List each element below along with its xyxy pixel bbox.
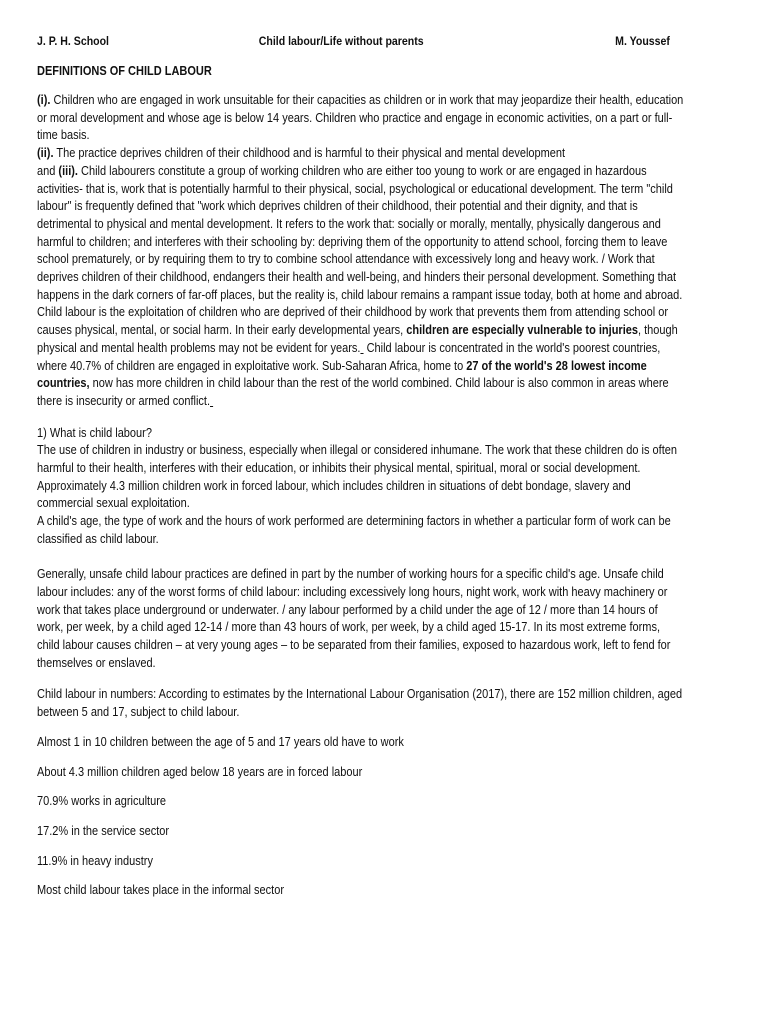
definition-ii <box>37 145 685 163</box>
author-name: M. Youssef <box>615 34 670 48</box>
definition-text: now has more children in child labour than the rest of the world combined. Child labour is also common in areas where there is insecurity or armed conflict. <box>37 376 669 408</box>
document-topic: Child labour/Life without parents <box>258 34 424 48</box>
section-title: DEFINITIONS OF CHILD LABOUR <box>37 64 212 78</box>
school-name: J. P. H. School <box>37 34 109 48</box>
emphasis-text: 27 of the world's 28 lowest income countries, <box>37 358 647 391</box>
link-mark <box>210 394 213 408</box>
definition-text: Child labour is concentrated in the world's poorest countries, where 40.7% of children are engaged in exploitative work. Sub-Saharan Africa, home to <box>37 340 661 373</box>
determining-factors-paragraph: A child's age, the type of work and the hours of work performed are determining factors in whether a particular form of work can be classified as child labour. <box>37 514 671 546</box>
definition-marker: (ii). <box>37 146 54 161</box>
emphasis-text: children are especially vulnerable to injuries <box>406 323 638 338</box>
definition-text: Children who are engaged in work unsuitable for their capacities as children or in work that may jeopardize their health, education or moral development and whose age is below 14 years. Children who practice and engage in economic activities, on a part or full-time basis. <box>37 93 684 143</box>
unsafe-labour-paragraph: Generally, unsafe child labour practices are defined in part by the number of working hours for a specific child's age. Unsafe child labour includes: any of the worst forms of child labour: including excessively long hours, night work, work with heavy machinery or work that takes place underground or underwater. / any labour performed by a child under the age of 12 / more than 14 hours of work, per week, by a child aged 12-14 / more than 43 hours of work, per week, by a child aged 15-17. In its most extreme forms, child labour causes children – at very young ages – to be separated from their families, exposed to hazardous work, left to fend for themselves or enslaved. <box>37 567 671 670</box>
statistic-item: Almost 1 in 10 children between the age of 5 and 17 years old have to work <box>37 734 404 749</box>
what-is-answer: The use of children in industry or business, especially when illegal or considered inhumane. The work that these children do is often harmful to their health, interferes with their education, or inhibits their physical mental, spiritual, moral or social development. <box>37 443 677 476</box>
definition-text: The practice deprives children of their childhood and is harmful to their physical and mental development <box>53 146 566 161</box>
definition-i <box>37 92 685 145</box>
definition-text: , though physical and mental health problems may not be evident for years. <box>37 323 678 355</box>
definition-iii <box>37 163 685 411</box>
page-header <box>37 34 670 52</box>
definition-lead: and <box>37 163 59 178</box>
statistic-item: About 4.3 million children aged below 18 years are in forced labour <box>37 764 363 779</box>
forced-labour-paragraph: Approximately 4.3 million children work in forced labour, which includes children in situations of debt bondage, slavery and commercial sexual exploitation. <box>37 478 631 511</box>
numbers-intro: Child labour in numbers: According to estimates by the International Labour Organisation (2017), there are 152 million children, aged between 5 and 17, subject to child labour. <box>37 687 683 720</box>
statistic-item: Most child labour takes place in the informal sector <box>37 883 285 898</box>
statistic-item: 17.2% in the service sector <box>37 824 170 838</box>
statistic-item: 70.9% works in agriculture <box>37 794 167 809</box>
document-body <box>37 92 685 900</box>
statistic-item: 11.9% in heavy industry <box>37 853 153 868</box>
definition-marker: (iii). <box>58 163 78 178</box>
definition-marker: (i). <box>37 93 51 107</box>
definition-text: Child labourers constitute a group of working children who are either too young to work or are engaged in hazardous activities- that is, work that is potentially harmful to their physical, social, psychological or educational development. The term "child labour" is frequently defined that "work which deprives children of their childhood, their potential and their dignity, and that is detrimental to physical and mental development. It refers to the work that: socially or morally, mentally, physically dangerous and harmful to children; and interferes with their schooling by: depriving them of the opportunity to attend school, forcing them to leave school prematurely, or by requiring them to try to combine school attendance with excessively long and heavy work. / Work that deprives children of their childhood, endangers their health and well-being, and hinders their personal development. Something that happens in the dark corners of far-off places, but the reality is, child labour remains a rampant issue today, both at home and abroad. Child labour is the exploitation of children who are deprived of their childhood by work that prevents them from attending school or causes physical, mental, or social harm. In their early developmental years, <box>37 163 683 338</box>
what-is-question: 1) What is child labour? <box>37 425 152 440</box>
